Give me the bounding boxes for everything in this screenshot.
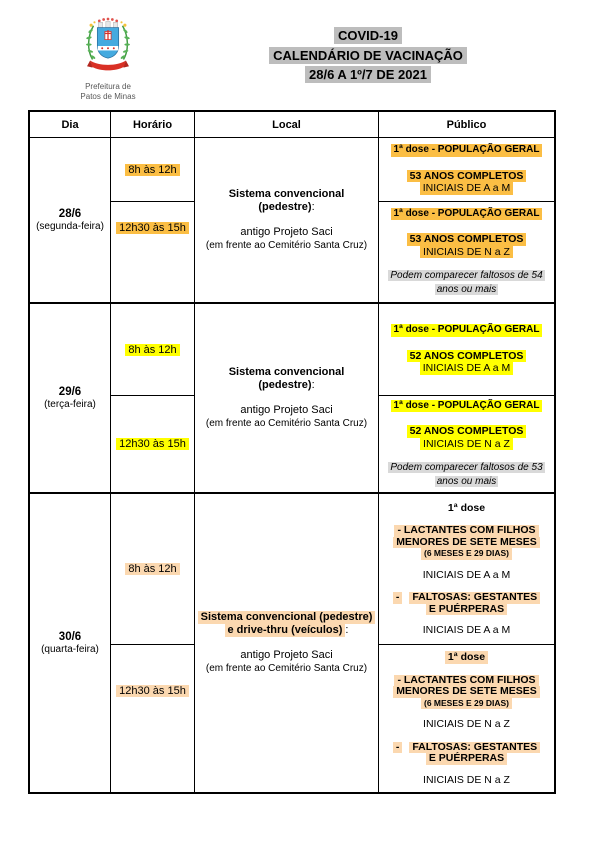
public-cell-morning: 1ª dose - POPULAÇÃO GERAL 52 ANOS COMPLETOS INICIAIS DE A a M [379, 304, 554, 396]
public-cell-afternoon: 1ª dose - LACTANTES COM FILHOS MENORES DE SETE MESES (6 MESES E 29 DIAS) INICIAIS DE N a Z - FALTOSAS: GESTANTES E PUÉRPERAS INICIAIS DE N a Z [379, 645, 554, 792]
title-date-range: 28/6 A 1º/7 DE 2021 [305, 66, 431, 83]
vaccination-schedule-table [28, 110, 556, 794]
location-mode: (pedestre): [258, 379, 315, 391]
location-system: Sistema convencional [228, 188, 345, 200]
time-slot-afternoon: 12h30 às 15h [111, 396, 195, 492]
logo-caption-line2: Patos de Minas [80, 91, 136, 101]
column-header-local: Local [195, 112, 379, 138]
dose-label: 1ª dose [447, 501, 486, 514]
title-calendar: CALENDÁRIO DE VACINAÇÃO [269, 47, 467, 64]
location-name: antigo Projeto Saci [240, 226, 333, 238]
day-weekday: (terça-feira) [44, 398, 96, 410]
absentees-note: Podem comparecer faltosos de 53 anos ou mais [390, 462, 543, 487]
column-header-horario: Horário [111, 112, 195, 138]
day-weekday: (quarta-feira) [41, 643, 99, 655]
group-lactating: - LACTANTES COM FILHOS MENORES DE SETE MESES (6 MESES E 29 DIAS) [393, 525, 540, 560]
location-reference: (em frente ao Cemitério Santa Cruz) [205, 663, 368, 674]
table-row-30-6 [30, 492, 554, 792]
day-cell [30, 494, 111, 792]
group-lactating: - LACTANTES COM FILHOS MENORES DE SETE MESES (6 MESES E 29 DIAS) [393, 675, 540, 710]
public-cell-morning: 1ª dose - POPULAÇÃO GERAL 53 ANOS COMPLETOS INICIAIS DE A a M [379, 138, 554, 202]
title-covid-19: COVID-19 [334, 27, 402, 44]
location-system: Sistema convencional [228, 366, 345, 378]
time-slot-afternoon: 12h30 às 15h [111, 645, 195, 792]
page-title [168, 27, 568, 86]
city-hall-logo-block [74, 16, 142, 101]
location-cell [195, 494, 379, 792]
time-slot-morning: 8h às 12h [111, 304, 195, 396]
location-mode: e drive-thru (veículos) : [225, 624, 349, 637]
location-reference: (em frente ao Cemitério Santa Cruz) [205, 418, 368, 429]
location-cell [195, 138, 379, 302]
time-slot-morning: 8h às 12h [111, 138, 195, 202]
title-line-covid [168, 27, 568, 46]
time-slot-morning: 8h às 12h [111, 494, 195, 645]
city-crest-icon [79, 16, 137, 76]
public-cell-morning: 1ª dose - LACTANTES COM FILHOS MENORES DE SETE MESES (6 MESES E 29 DIAS) INICIAIS DE A a M - FALTOSAS: GESTANTES E PUÉRPERAS INICIAIS DE A a M [379, 494, 554, 645]
location-system: Sistema convencional (pedestre) [198, 611, 376, 624]
time-slot-afternoon: 12h30 às 15h [111, 202, 195, 302]
table-row-29-6 [30, 302, 554, 492]
day-cell [30, 138, 111, 302]
table-header-row [30, 112, 554, 138]
title-line-calendar [168, 47, 568, 66]
group-absent-pregnant: - FALTOSAS: GESTANTES E PUÉRPERAS [393, 592, 540, 615]
day-date: 29/6 [58, 385, 82, 398]
public-cell-afternoon: 1ª dose - POPULAÇÃO GERAL 52 ANOS COMPLETOS INICIAIS DE N a Z Podem comparecer faltosos de 53 anos ou mais [390, 399, 543, 487]
location-name: antigo Projeto Saci [240, 404, 333, 416]
day-date: 30/6 [58, 630, 82, 643]
location-name: antigo Projeto Saci [240, 649, 333, 661]
day-weekday: (segunda-feira) [36, 220, 104, 232]
day-date: 28/6 [58, 207, 82, 220]
column-header-publico: Público [379, 112, 554, 138]
column-header-dia: Dia [30, 112, 111, 138]
title-line-dates [168, 66, 568, 85]
location-reference: (em frente ao Cemitério Santa Cruz) [205, 240, 368, 251]
logo-caption-line1: Prefeitura de [85, 82, 131, 91]
public-cell-afternoon: 1ª dose - POPULAÇÃO GERAL 53 ANOS COMPLETOS INICIAIS DE N a Z Podem comparecer faltosos de 54 anos ou mais [390, 207, 543, 295]
location-cell [195, 304, 379, 492]
logo-caption [74, 82, 142, 101]
location-mode: (pedestre): [258, 201, 315, 213]
group-absent-pregnant: - FALTOSAS: GESTANTES E PUÉRPERAS [393, 742, 540, 765]
absentees-note: Podem comparecer faltosos de 54 anos ou mais [390, 270, 543, 295]
table-row-28-6 [30, 138, 554, 302]
day-cell [30, 304, 111, 492]
dose-label: 1ª dose [445, 651, 488, 664]
